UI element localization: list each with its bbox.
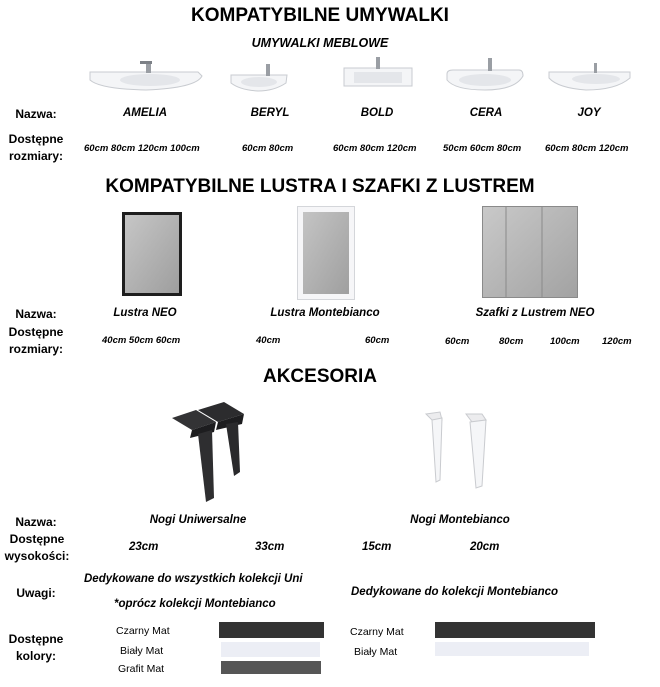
colors-label xyxy=(4,631,68,665)
color-name: Biały Mat xyxy=(120,645,164,657)
mirror-size: 60cm xyxy=(365,335,390,346)
color-name: Czarny Mat xyxy=(116,625,170,637)
color-swatch-white xyxy=(435,642,589,656)
color-swatch-black xyxy=(435,622,595,638)
sink-joy-icon xyxy=(546,60,634,94)
color-swatch-white xyxy=(221,642,320,657)
accessory-height: 15cm xyxy=(362,541,392,553)
accessory-height: 20cm xyxy=(470,541,500,553)
accessory-note-exception: *oprócz kolekcji Montebianco xyxy=(114,598,276,610)
color-name: Czarny Mat xyxy=(350,626,404,638)
mirror-name: Lustra Montebianco xyxy=(270,307,380,319)
sink-name: CERA xyxy=(469,107,503,119)
notes-label: Uwagi: xyxy=(16,586,56,600)
accessory-note: Dedykowane do wszystkich kolekcji Uni xyxy=(84,573,303,585)
accessory-note: Dedykowane do kolekcji Montebianco xyxy=(351,586,559,598)
mirror-size: 60cm xyxy=(445,336,470,347)
color-swatch-black xyxy=(219,622,324,638)
colors-label-line1: Dostępne xyxy=(8,632,64,646)
sink-sizes: 60cm 80cm 120cm xyxy=(333,143,417,154)
color-name: Grafit Mat xyxy=(118,663,165,675)
sinks-sizes-label-line2: rozmiary: xyxy=(8,149,64,163)
mirrors-name-label: Nazwa: xyxy=(15,307,57,321)
color-name: Biały Mat xyxy=(354,646,398,658)
accessory-name: Nogi Montebianco xyxy=(410,514,510,526)
sink-cera-icon xyxy=(443,56,527,94)
sink-sizes: 60cm 80cm xyxy=(242,143,294,154)
mirrors-sizes-label xyxy=(4,324,68,358)
sink-beryl-icon xyxy=(228,63,290,93)
sinks-subtitle: UMYWALKI MEBLOWE xyxy=(251,36,389,50)
heights-label-line2: wysokości: xyxy=(4,549,70,563)
accessories-title: AKCESORIA xyxy=(262,366,377,387)
mirror-montebianco-icon xyxy=(297,206,355,300)
legs-montebianco-icon xyxy=(420,408,494,490)
sinks-name-label: Nazwa: xyxy=(15,107,57,121)
mirror-name: Lustra NEO xyxy=(113,307,177,319)
heights-label-line1: Dostępne xyxy=(9,532,65,546)
sink-name: JOY xyxy=(577,107,601,119)
sink-name: AMELIA xyxy=(122,107,168,119)
mirror-cabinet-neo-icon xyxy=(482,206,578,298)
heights-label xyxy=(2,531,72,565)
mirror-size: 40cm xyxy=(256,335,281,346)
mirror-neo-icon xyxy=(122,212,182,296)
colors-label-line2: kolory: xyxy=(15,649,56,663)
sink-name: BOLD xyxy=(360,107,394,119)
sinks-sizes-label-line1: Dostępne xyxy=(8,132,64,146)
sink-name: BERYL xyxy=(250,107,290,119)
sink-bold-icon xyxy=(340,56,416,92)
accessory-height: 23cm xyxy=(129,541,159,553)
mirror-sizes: 40cm 50cm 60cm xyxy=(102,335,181,346)
legs-universal-icon xyxy=(168,402,248,502)
accessory-height: 33cm xyxy=(255,541,285,553)
mirrors-sizes-label-line2: rozmiary: xyxy=(8,342,64,356)
mirror-name: Szafki z Lustrem NEO xyxy=(475,307,595,319)
mirror-size: 80cm xyxy=(499,336,524,347)
accessories-name-label: Nazwa: xyxy=(15,515,57,529)
sink-amelia-icon xyxy=(86,58,204,94)
accessory-name: Nogi Uniwersalne xyxy=(149,514,247,526)
mirrors-title: KOMPATYBILNE LUSTRA I SZAFKI Z LUSTREM xyxy=(105,176,535,197)
sinks-sizes-label xyxy=(4,131,68,165)
mirror-size: 100cm xyxy=(550,336,580,347)
sink-sizes: 50cm 60cm 80cm xyxy=(443,143,522,154)
mirrors-sizes-label-line1: Dostępne xyxy=(8,325,64,339)
color-swatch-graphite xyxy=(221,661,321,674)
sink-sizes: 60cm 80cm 120cm xyxy=(545,143,629,154)
sinks-title: KOMPATYBILNE UMYWALKI xyxy=(191,5,449,26)
sink-sizes: 60cm 80cm 120cm 100cm xyxy=(84,143,200,154)
mirror-size: 120cm xyxy=(602,336,632,347)
